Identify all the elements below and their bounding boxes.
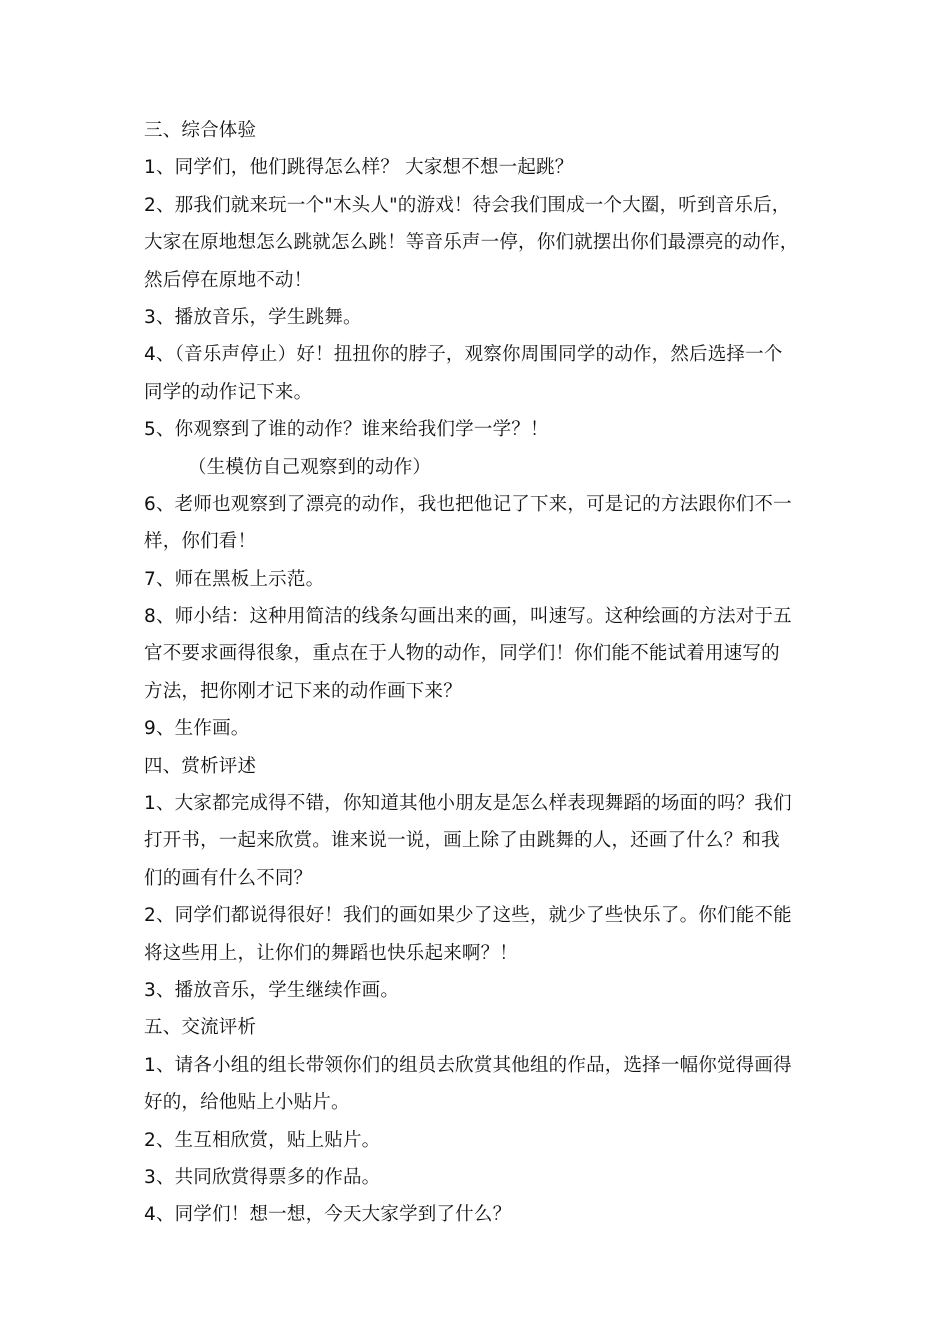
text-line: 样，你们看！ [144,531,257,553]
text-line: 7、师在黑板上示范。 [144,568,325,590]
text-line: 将这些用上，让你们的舞蹈也快乐起来啊？！ [144,942,519,964]
section-heading: 三、综合体验 [144,120,257,141]
section-heading: 四、赏析评述 [144,755,257,777]
document-body [144,112,824,1234]
text-line: 3、播放音乐，学生跳舞。 [144,306,362,328]
text-line: 9、生作画。 [144,718,250,740]
text-line: 8、师小结：这种用简洁的线条勾画出来的画，叫速写。这种绘画的方法对于五 [144,606,792,628]
text-line: 3、播放音乐，学生继续作画。 [144,979,400,1001]
section-heading: 五、交流评析 [144,1017,257,1039]
text-line: 1、请各小组的组长带领你们的组员去欣赏其他组的作品，选择一幅你觉得画得 [144,1054,792,1076]
text-line: 大家在原地想怎么跳就怎么跳！等音乐声一停，你们就摆出你们最漂亮的动作， [144,232,799,254]
text-line: 好的，给他贴上小贴片。 [144,1092,350,1114]
text-line: 4、（音乐声停止）好！扭扭你的脖子，观察你周围同学的动作，然后选择一个 [144,344,783,366]
text-line: 4、同学们！想一想，今天大家学到了什么？ [144,1204,512,1226]
text-line: 5、你观察到了谁的动作？谁来给我们学一学？！ [144,419,549,441]
text-line: 2、生互相欣赏，贴上贴片。 [144,1129,381,1151]
text-line: 同学的动作记下来。 [144,381,313,403]
text-line: 们的画有什么不同？ [144,867,313,889]
text-line: 官不要求画得很象，重点在于人物的动作，同学们！你们能不能试着用速写的 [144,643,780,665]
text-line: 然后停在原地不动！ [144,269,313,291]
text-line: 2、那我们就来玩一个"木头人"的游戏！待会我们围成一个大圈，听到音乐后， [144,194,791,216]
text-line: 打开书，一起来欣赏。谁来说一说，画上除了由跳舞的人，还画了什么？和我 [144,830,780,852]
text-line: 1、同学们，他们跳得怎么样？ 大家想不想一起跳？ [144,157,574,179]
text-line-indented: （生模仿自己观察到的动作） [188,456,432,478]
text-line: 方法，把你刚才记下来的动作画下来？ [144,680,462,702]
text-line: 1、大家都完成得不错，你知道其他小朋友是怎么样表现舞蹈的场面的吗？我们 [144,793,792,815]
text-line: 3、共同欣赏得票多的作品。 [144,1166,381,1188]
text-line: 6、老师也观察到了漂亮的动作，我也把他记了下来，可是记的方法跟你们不一 [144,493,792,515]
text-line: 2、同学们都说得很好！我们的画如果少了这些，就少了些快乐了。你们能不能 [144,905,792,927]
